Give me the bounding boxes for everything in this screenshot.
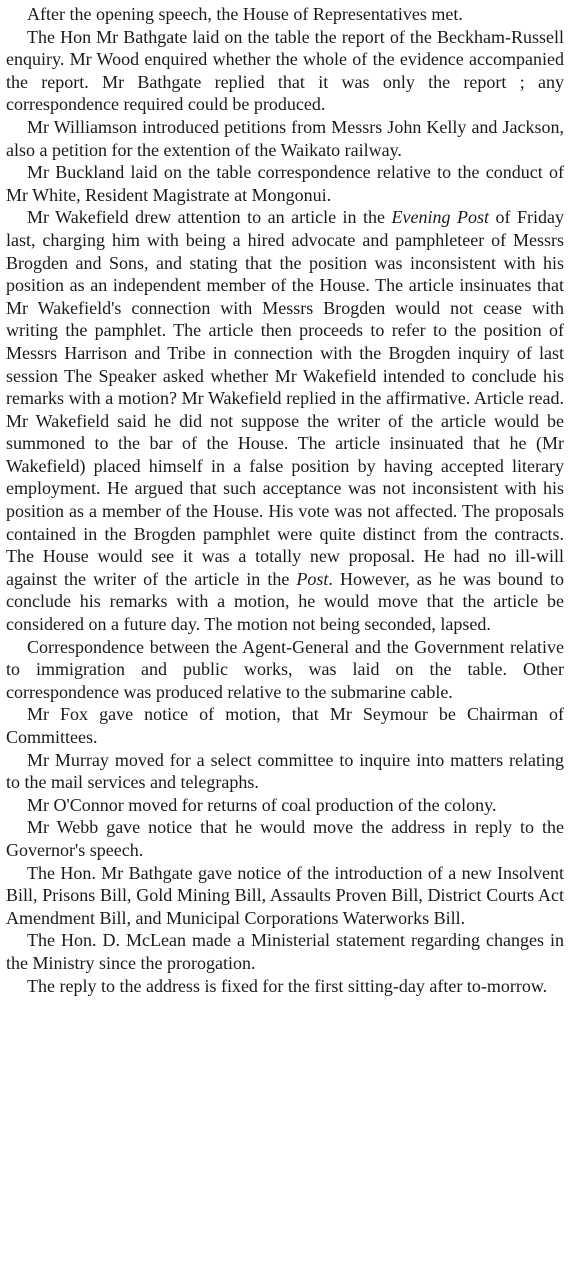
paragraph-reply-fixed: The reply to the address is fixed for the first sitting-day after to-morrow. [27,975,548,996]
paragraph-agent-general-correspondence: Correspondence between the Agent-General and the Government relative to immigration and public works, was laid on the table. Other correspondence was produced relative to the submarine cable. [6,636,564,702]
paragraph-buckland-correspondence: Mr Buckland laid on the table correspondence relative to the conduct of Mr White, Resident Magistrate at Mongonui. [6,162,564,205]
paragraph-williamson-petitions: Mr Williamson introduced petitions from Messrs John Kelly and Jackson, also a petition for the extention of the Waikato railway. [6,116,564,160]
newspaper-title-evening-post: Evening Post [391,207,489,228]
wakefield-text-middle: of Friday last, charging him with being a hired advocate and pamphleteer of Messrs Brogden and Sons, and stating that the position was inconsistent with his position as an independent member of the House. The article insinuates that Mr Wakefield's connection with Messrs Brogden would not cease with writing the pamphlet. The article then proceeds to refer to the position of Messrs Harrison and Tribe in connection with the Brogden inquiry of last session The Speaker asked whether Mr Wakefield intended to conclude his remarks with a motion? Mr Wakefield replied in the affirmative. Article read. Mr Wakefield said he did not suppose the writer of the article would be summoned to the bar of the House. The article insinuated that he (Mr Wakefield) placed himself in a false position by having accepted literary employment. He argued that such acceptance was not inconsistent with his position as a member of the House. His vote was not affected. The proposals contained in the Brogden pamphlet were quite distinct from the contracts. The House would see it was a totally new proposal. He had no ill-will against the writer of the article in the [6,207,564,589]
paragraph-oconnor-coal-returns: Mr O'Connor moved for returns of coal production of the colony. [27,794,497,815]
paragraph-murray-committee: Mr Murray moved for a select committee to inquire into matters relating to the mail services and telegraphs. [6,749,564,793]
paragraph-mclean-statement: The Hon. D. McLean made a Ministerial statement regarding changes in the Ministry since the prorogation. [6,930,564,973]
wakefield-text-before: Mr Wakefield drew attention to an article in the [27,207,392,228]
paragraph-fox-notice: Mr Fox gave notice of motion, that Mr Seymour be Chairman of Committees. [6,704,564,747]
paragraph-wakefield-article [6,206,564,635]
newspaper-title-post: Post [296,568,329,589]
paragraph-opening-speech: After the opening speech, the House of Representatives met. [27,4,463,24]
paragraph-webb-address: Mr Webb gave notice that he would move the address in reply to the Governor's speech. [6,817,564,860]
wakefield-text-after: . However, as he was bound to conclude his remarks with a motion, he would move that the article be considered on a future day. The motion not being seconded, lapsed. [6,568,564,635]
paragraph-bathgate-bills: The Hon. Mr Bathgate gave notice of the introduction of a new Insolvent Bill, Prisons Bill, Gold Mining Bill, Assaults Proven Bill, District Courts Act Amendment Bill, and Municipal Corporations Waterworks Bill. [6,862,564,928]
paragraph-beckham-russell-report: The Hon Mr Bathgate laid on the table the report of the Beckham-Russell enquiry. Mr Wood enquired whether the whole of the evidence accompanied the report. Mr Bathgate replied that it was only the report ; any correspondence required could be produced. [6,26,564,115]
